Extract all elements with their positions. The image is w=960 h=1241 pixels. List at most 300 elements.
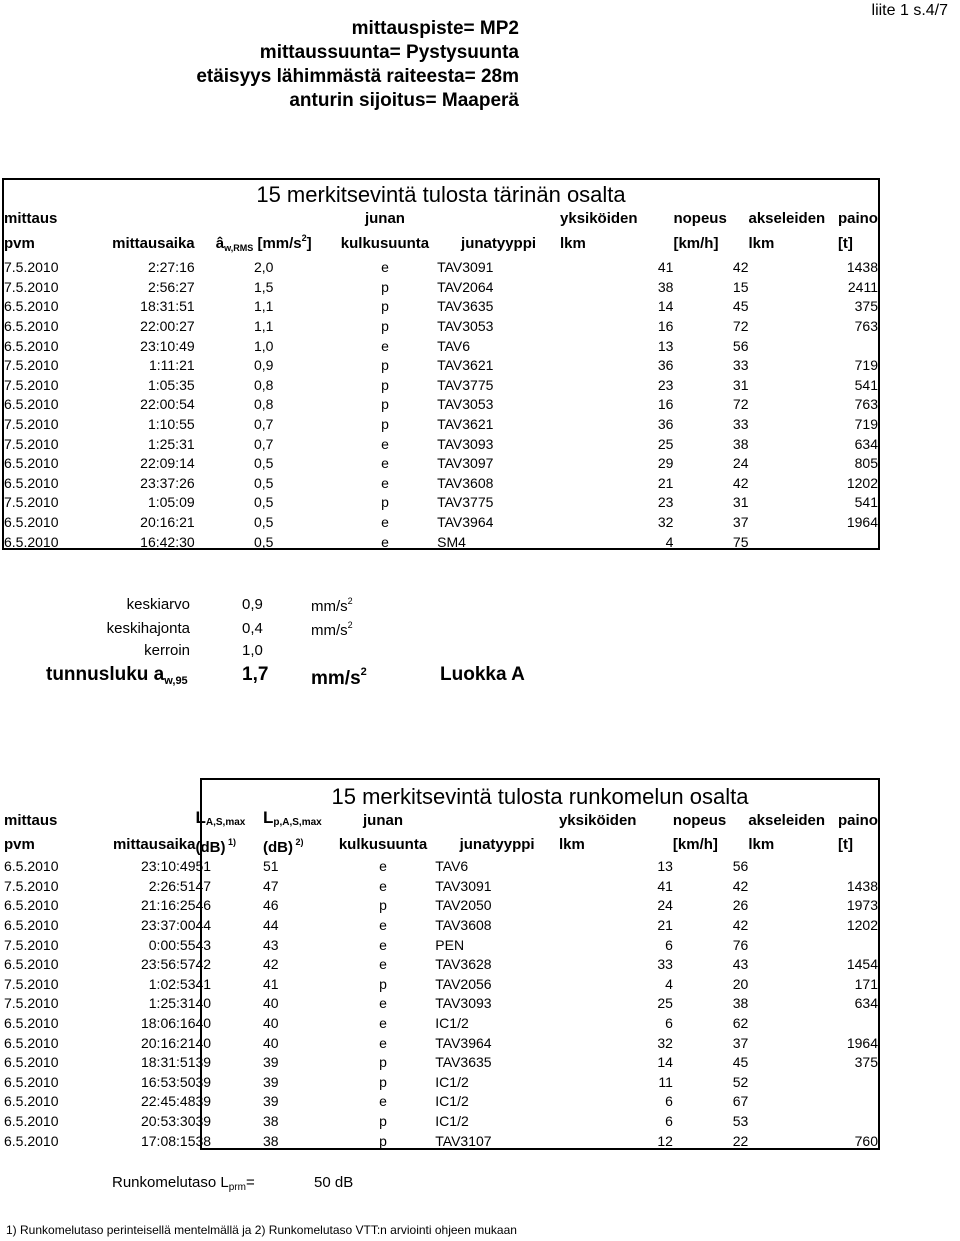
key-figure-label: tunnusluku $a_{w,95}$ xyxy=(46,664,188,687)
vibration-cell: TAV3053 xyxy=(437,396,494,413)
col-header-kulkusuunta: kulkusuunta xyxy=(340,234,430,252)
key-figure-value: 1,7 xyxy=(242,664,269,685)
noise-cell: 37 xyxy=(732,1034,749,1051)
runkomelu-label: Runkomelutaso $L_{prm}=$ xyxy=(112,1174,255,1193)
vibration-table xyxy=(4,209,878,552)
noise-cell: 41 xyxy=(195,975,212,992)
noise-cell: TAV3628 xyxy=(435,956,492,973)
noise-cell: e xyxy=(379,956,387,973)
vibration-cell: 2:27:16 xyxy=(147,259,195,276)
noise-cell xyxy=(838,1073,878,1093)
noise-cell: 6 xyxy=(665,1112,673,1129)
vibration-cell: 0,8 xyxy=(254,396,274,413)
noise-cell xyxy=(838,936,878,956)
noise-cell: e xyxy=(379,1093,387,1110)
vibration-row xyxy=(4,337,878,357)
vibration-cell: 1:05:09 xyxy=(147,494,195,511)
vibration-row xyxy=(4,474,878,494)
col-header-lkm: lkm xyxy=(560,234,586,252)
vibration-cell: 1,1 xyxy=(254,317,274,334)
noise-cell: 6.5.2010 xyxy=(4,1132,59,1149)
noise-cell: 38 xyxy=(732,995,749,1012)
vibration-cell: 634 xyxy=(854,435,878,452)
vibration-cell: e xyxy=(381,337,389,354)
col-header-junatyyppi: junatyyppi xyxy=(461,234,537,252)
vibration-cell: 14 xyxy=(657,298,674,315)
noise-cell: 39 xyxy=(262,1093,279,1110)
noise-cell xyxy=(748,994,838,1014)
vibration-cell: 31 xyxy=(732,494,749,511)
vibration-cell: 6.5.2010 xyxy=(4,317,59,334)
vibration-cell: TAV3964 xyxy=(437,513,494,530)
vibration-cell: 1,0 xyxy=(254,337,274,354)
vibration-cell: TAV3093 xyxy=(437,435,494,452)
vibration-cell xyxy=(838,337,878,357)
noise-cell: 0:00:55 xyxy=(148,936,196,953)
noise-cell: 634 xyxy=(854,995,878,1012)
noise-cell: p xyxy=(379,1073,387,1090)
vibration-row xyxy=(4,317,878,337)
noise-cell xyxy=(748,916,838,936)
vibration-cell: 0,7 xyxy=(254,435,274,452)
vibration-cell: 0,7 xyxy=(254,415,274,432)
noise-cell: 76 xyxy=(732,936,749,953)
vibration-cell: 16:42:30 xyxy=(140,533,195,550)
noise-col-header-lp: Lp,A,S,max xyxy=(262,808,322,828)
vibration-cell: 1:11:21 xyxy=(148,357,195,374)
vibration-cell: p xyxy=(381,357,389,374)
noise-cell: 6 xyxy=(665,936,673,953)
vibration-cell: 1:10:55 xyxy=(147,415,195,432)
vibration-cell: 33 xyxy=(732,357,749,374)
noise-cell: 22:45:48 xyxy=(140,1093,196,1110)
noise-cell: 44 xyxy=(195,916,212,933)
noise-cell: 171 xyxy=(854,975,878,992)
vibration-cell xyxy=(749,356,838,376)
noise-cell xyxy=(748,1014,838,1034)
vibration-cell xyxy=(749,474,838,494)
vibration-cell: 56 xyxy=(732,337,749,354)
noise-cell: TAV3608 xyxy=(435,916,492,933)
vibration-cell: 7.5.2010 xyxy=(4,259,59,276)
vibration-row xyxy=(4,395,878,415)
vibration-cell: 25 xyxy=(657,435,674,452)
vibration-cell: 21 xyxy=(657,474,674,491)
noise-cell: TAV3091 xyxy=(435,877,492,894)
vibration-cell xyxy=(838,533,878,553)
noise-row xyxy=(4,857,878,877)
vibration-cell: 541 xyxy=(854,494,878,511)
noise-cell: 23:37:00 xyxy=(140,916,196,933)
noise-cell: 39 xyxy=(195,1093,212,1110)
vibration-cell: TAV2064 xyxy=(437,278,494,295)
noise-cell: 13 xyxy=(657,858,673,875)
noise-row xyxy=(4,975,878,995)
noise-cell: 22 xyxy=(732,1132,749,1149)
header-sensor-location: anturin sijoitus= Maaperä xyxy=(289,90,519,111)
noise-cell: 47 xyxy=(262,877,279,894)
vibration-cell: 32 xyxy=(657,513,674,530)
vibration-row xyxy=(4,356,878,376)
noise-cell: 6.5.2010 xyxy=(4,1073,59,1090)
col-header-junan: junan xyxy=(364,210,405,227)
vibration-cell: 16 xyxy=(657,396,674,413)
noise-cell: 7.5.2010 xyxy=(4,936,59,953)
noise-cell: e xyxy=(379,916,387,933)
noise-cell: 40 xyxy=(262,1014,279,1031)
vibration-cell xyxy=(749,454,838,474)
vibration-cell: p xyxy=(381,376,389,393)
noise-cell: 46 xyxy=(262,897,279,914)
vibration-cell: 36 xyxy=(657,415,674,432)
noise-col-header-yksikoiden: yksiköiden xyxy=(558,811,637,829)
noise-row xyxy=(4,896,878,916)
noise-row xyxy=(4,1112,878,1132)
vibration-cell: 2:56:27 xyxy=(147,278,195,295)
vibration-cell: TAV6 xyxy=(437,337,471,354)
noise-cell: 26 xyxy=(732,897,749,914)
vibration-cell: TAV3635 xyxy=(437,298,494,315)
runkomelu-value: 50 dB xyxy=(314,1174,354,1191)
col-header-mittausaika: mittausaika xyxy=(112,234,195,252)
vibration-cell xyxy=(749,297,838,317)
class-label: Luokka A xyxy=(440,664,525,685)
noise-cell: 18:31:51 xyxy=(140,1054,196,1071)
noise-cell: 23:56:57 xyxy=(140,956,196,973)
noise-cell: e xyxy=(379,1034,387,1051)
vibration-cell: 0,8 xyxy=(254,376,274,393)
noise-cell: 11 xyxy=(658,1073,673,1090)
vibration-cell: 1438 xyxy=(846,259,878,276)
col-header-pvm: pvm xyxy=(4,234,35,252)
vibration-cell: 763 xyxy=(854,396,878,413)
noise-cell: 42 xyxy=(732,877,749,894)
factor-label: kerroin xyxy=(144,642,190,659)
vibration-cell: 20:16:21 xyxy=(140,513,195,530)
noise-cell: PEN xyxy=(435,936,465,953)
vibration-cell: 16 xyxy=(657,317,674,334)
vibration-cell: 22:00:27 xyxy=(140,317,195,334)
noise-cell: 21:16:25 xyxy=(140,897,196,914)
noise-cell: 6.5.2010 xyxy=(4,1112,59,1129)
noise-cell: 25 xyxy=(657,995,673,1012)
noise-cell: 46 xyxy=(195,897,212,914)
noise-col-header-junatyyppi: junatyyppi xyxy=(459,836,535,854)
noise-cell xyxy=(748,936,838,956)
col-header-t: [t] xyxy=(837,234,853,252)
vibration-cell: 2,0 xyxy=(254,259,274,276)
vibration-cell: TAV3091 xyxy=(437,259,494,276)
vibration-cell: TAV3608 xyxy=(437,474,494,491)
noise-cell xyxy=(838,857,878,877)
noise-cell: IC1/2 xyxy=(435,1112,469,1129)
mean-value: 0,9 xyxy=(242,596,263,613)
vibration-cell: 23:37:26 xyxy=(140,474,195,491)
noise-cell xyxy=(838,1014,878,1034)
vibration-cell: 719 xyxy=(854,415,878,432)
vibration-cell: p xyxy=(381,415,389,432)
vibration-cell: TAV3775 xyxy=(437,494,494,511)
noise-cell: p xyxy=(379,1054,387,1071)
noise-cell: 6.5.2010 xyxy=(4,1054,59,1071)
vibration-cell: 7.5.2010 xyxy=(4,415,59,432)
noise-cell: p xyxy=(379,1132,387,1149)
footnote: 1) Runkomelutaso perinteisellä mentelmällä ja 2) Runkomelutaso VTT:n arviointi ohjeen mukaan xyxy=(6,1223,517,1237)
vibration-cell: 13 xyxy=(657,337,674,354)
vibration-cell xyxy=(749,278,838,298)
vibration-cell: 6.5.2010 xyxy=(4,513,59,530)
vibration-cell: 1,5 xyxy=(254,278,274,295)
vibration-cell: e xyxy=(381,455,389,472)
noise-cell: 40 xyxy=(195,995,212,1012)
noise-row xyxy=(4,1014,878,1034)
noise-row xyxy=(4,916,878,936)
vibration-cell: TAV3097 xyxy=(437,455,494,472)
std-value: 0,4 xyxy=(242,620,263,637)
noise-cell: 56 xyxy=(732,858,749,875)
noise-cell: TAV6 xyxy=(435,858,469,875)
noise-row xyxy=(4,955,878,975)
noise-cell xyxy=(748,1092,838,1112)
noise-cell: 39 xyxy=(262,1073,279,1090)
vibration-cell: 37 xyxy=(732,513,749,530)
vibration-cell: 31 xyxy=(732,376,749,393)
vibration-cell: 0,5 xyxy=(254,455,274,472)
noise-col-header-la-db: (dB) $^{1)}$ xyxy=(195,836,236,856)
noise-cell: 1:02:53 xyxy=(148,975,196,992)
noise-cell: 6.5.2010 xyxy=(4,1093,59,1110)
noise-cell: 17:08:15 xyxy=(140,1132,196,1149)
noise-col-header-junan: junan xyxy=(363,811,403,829)
noise-cell xyxy=(748,1132,838,1152)
vibration-cell: 22:09:14 xyxy=(140,455,195,472)
vibration-cell: TAV3053 xyxy=(437,317,494,334)
noise-cell xyxy=(748,1034,838,1054)
noise-cell: TAV3964 xyxy=(435,1034,492,1051)
noise-cell: 43 xyxy=(195,936,212,953)
noise-cell: 12 xyxy=(657,1132,673,1149)
vibration-cell: 1202 xyxy=(846,474,878,491)
noise-cell: 40 xyxy=(195,1034,212,1051)
vibration-cell xyxy=(749,317,838,337)
vibration-cell: e xyxy=(381,474,389,491)
noise-cell: 7.5.2010 xyxy=(4,995,59,1012)
vibration-cell: 72 xyxy=(732,317,749,334)
noise-col-header-t: [t] xyxy=(837,836,853,854)
noise-cell: 375 xyxy=(854,1054,878,1071)
header-direction: mittaussuunta= Pystysuunta xyxy=(259,42,519,63)
noise-col-header-mittaus: mittaus xyxy=(4,811,58,829)
vibration-cell: p xyxy=(381,396,389,413)
noise-cell: 42 xyxy=(195,956,212,973)
noise-cell: 1973 xyxy=(846,897,878,914)
noise-col-header-lkm: lkm xyxy=(558,836,585,854)
noise-col-header-mittausaika: mittausaika xyxy=(112,836,196,854)
vibration-cell: 719 xyxy=(854,357,878,374)
vibration-cell: 4 xyxy=(665,533,674,550)
noise-cell xyxy=(748,975,838,995)
vibration-cell: 72 xyxy=(732,396,749,413)
std-label: keskihajonta xyxy=(106,620,190,637)
factor-value: 1,0 xyxy=(242,642,263,659)
noise-cell: IC1/2 xyxy=(435,1073,469,1090)
vibration-cell: e xyxy=(381,435,389,452)
noise-cell xyxy=(748,857,838,877)
vibration-cell: 7.5.2010 xyxy=(4,435,59,452)
vibration-cell: 29 xyxy=(657,455,674,472)
vibration-cell: 23 xyxy=(657,376,674,393)
noise-cell: 6.5.2010 xyxy=(4,897,59,914)
vibration-row xyxy=(4,376,878,396)
noise-col-header-nopeus: nopeus xyxy=(672,811,727,829)
vibration-row xyxy=(4,258,878,278)
noise-cell: 7.5.2010 xyxy=(4,877,59,894)
noise-cell: 42 xyxy=(732,916,749,933)
noise-cell: 21 xyxy=(657,916,673,933)
vibration-cell: 38 xyxy=(732,435,749,452)
col-header-paino: paino xyxy=(837,210,878,227)
noise-cell: IC1/2 xyxy=(435,1093,469,1110)
vibration-cell xyxy=(749,415,838,435)
noise-cell: 33 xyxy=(657,956,673,973)
noise-col-header-lp-db: (dB) $^{2)}$ xyxy=(262,836,304,856)
noise-cell: TAV2056 xyxy=(435,975,492,992)
col-header-yksikoiden: yksiköiden xyxy=(560,210,638,227)
header-distance: etäisyys lähimmästä raiteesta= 28m xyxy=(196,66,519,87)
noise-cell: TAV3107 xyxy=(435,1132,492,1149)
noise-cell: 7.5.2010 xyxy=(4,975,59,992)
noise-row xyxy=(4,1073,878,1093)
vibration-cell: 75 xyxy=(732,533,749,550)
vibration-cell: e xyxy=(381,533,389,550)
vibration-cell xyxy=(749,337,838,357)
vibration-cell: p xyxy=(381,298,389,315)
vibration-cell: 15 xyxy=(732,278,749,295)
noise-col-header-kulkusuunta: kulkusuunta xyxy=(338,836,428,854)
noise-cell: 40 xyxy=(262,995,279,1012)
header-measurement-point: mittauspiste= MP2 xyxy=(351,18,519,39)
noise-cell: 760 xyxy=(854,1132,878,1149)
vibration-cell: p xyxy=(381,278,389,295)
noise-cell: IC1/2 xyxy=(435,1014,469,1031)
noise-cell: 67 xyxy=(732,1093,749,1110)
vibration-table-title: 15 merkitsevintä tulosta tärinän osalta xyxy=(256,182,626,207)
noise-cell: 39 xyxy=(195,1112,212,1129)
noise-col-header-pvm: pvm xyxy=(4,836,35,854)
noise-cell: 38 xyxy=(262,1132,279,1149)
noise-col-header-paino: paino xyxy=(837,811,878,829)
noise-cell: 32 xyxy=(657,1034,673,1051)
col-header-mittaus: mittaus xyxy=(4,210,58,227)
vibration-cell: 0,5 xyxy=(254,513,274,530)
vibration-row xyxy=(4,454,878,474)
vibration-row xyxy=(4,435,878,455)
noise-cell: e xyxy=(379,936,387,953)
vibration-cell: p xyxy=(381,317,389,334)
vibration-cell: 7.5.2010 xyxy=(4,376,59,393)
vibration-cell: TAV3621 xyxy=(437,415,494,432)
col-header-akseleiden: akseleiden xyxy=(748,210,826,227)
vibration-cell: 45 xyxy=(732,298,749,315)
mean-unit: $mm/s^2$ xyxy=(311,596,353,615)
noise-cell: 6.5.2010 xyxy=(4,1014,59,1031)
noise-cell: 1438 xyxy=(846,877,878,894)
noise-cell: 45 xyxy=(732,1054,749,1071)
vibration-cell: 7.5.2010 xyxy=(4,357,59,374)
vibration-cell: TAV3621 xyxy=(437,357,494,374)
noise-cell: 4 xyxy=(665,975,673,992)
noise-cell: 6 xyxy=(665,1093,673,1110)
noise-row xyxy=(4,877,878,897)
noise-cell: 51 xyxy=(195,858,212,875)
vibration-row xyxy=(4,513,878,533)
vibration-cell: 38 xyxy=(657,278,674,295)
noise-cell: TAV3635 xyxy=(435,1054,492,1071)
noise-cell: 38 xyxy=(195,1132,212,1149)
noise-cell: e xyxy=(379,877,387,894)
vibration-row xyxy=(4,278,878,298)
vibration-cell: SM4 xyxy=(437,533,466,550)
noise-cell: 42 xyxy=(262,956,279,973)
noise-cell: 39 xyxy=(195,1054,212,1071)
noise-cell xyxy=(838,1092,878,1112)
noise-col-header-la: LA,S,max xyxy=(195,808,246,828)
noise-cell: TAV3093 xyxy=(435,995,492,1012)
vibration-cell: 7.5.2010 xyxy=(4,278,59,295)
vibration-cell: 6.5.2010 xyxy=(4,396,59,413)
noise-col-header-akseli-lkm: lkm xyxy=(748,836,775,854)
vibration-cell: 22:00:54 xyxy=(140,396,195,413)
vibration-cell: 541 xyxy=(854,376,878,393)
mean-label: keskiarvo xyxy=(126,596,190,613)
vibration-cell: 1,1 xyxy=(254,298,274,315)
vibration-cell: 33 xyxy=(732,415,749,432)
noise-cell: 52 xyxy=(732,1073,749,1090)
noise-cell: 6.5.2010 xyxy=(4,916,59,933)
vibration-cell: 23 xyxy=(657,494,674,511)
vibration-cell: e xyxy=(381,259,389,276)
vibration-cell xyxy=(749,513,838,533)
col-header-kmh: [km/h] xyxy=(673,234,719,252)
vibration-cell: 42 xyxy=(732,474,749,491)
noise-cell: 6.5.2010 xyxy=(4,956,59,973)
vibration-cell xyxy=(749,376,838,396)
noise-cell: p xyxy=(379,975,387,992)
vibration-row xyxy=(4,533,878,553)
vibration-cell: 23:10:49 xyxy=(140,337,195,354)
page-label: liite 1 s.4/7 xyxy=(871,2,948,19)
vibration-cell: 7.5.2010 xyxy=(4,494,59,511)
noise-cell: 43 xyxy=(262,936,279,953)
noise-cell: 41 xyxy=(262,975,279,992)
noise-cell: 20:16:21 xyxy=(140,1034,196,1051)
vibration-cell: 763 xyxy=(854,317,878,334)
noise-row xyxy=(4,1053,878,1073)
vibration-row xyxy=(4,297,878,317)
vibration-cell: 41 xyxy=(657,259,674,276)
noise-cell: 1202 xyxy=(846,916,878,933)
noise-cell: 53 xyxy=(732,1112,749,1129)
noise-cell: 40 xyxy=(195,1014,212,1031)
vibration-cell: 1:05:35 xyxy=(147,376,195,393)
noise-cell: e xyxy=(379,995,387,1012)
noise-cell xyxy=(748,896,838,916)
noise-cell xyxy=(748,955,838,975)
noise-row xyxy=(4,1132,878,1152)
vibration-cell: 6.5.2010 xyxy=(4,474,59,491)
noise-cell: 14 xyxy=(657,1054,673,1071)
noise-cell: 6.5.2010 xyxy=(4,1034,59,1051)
